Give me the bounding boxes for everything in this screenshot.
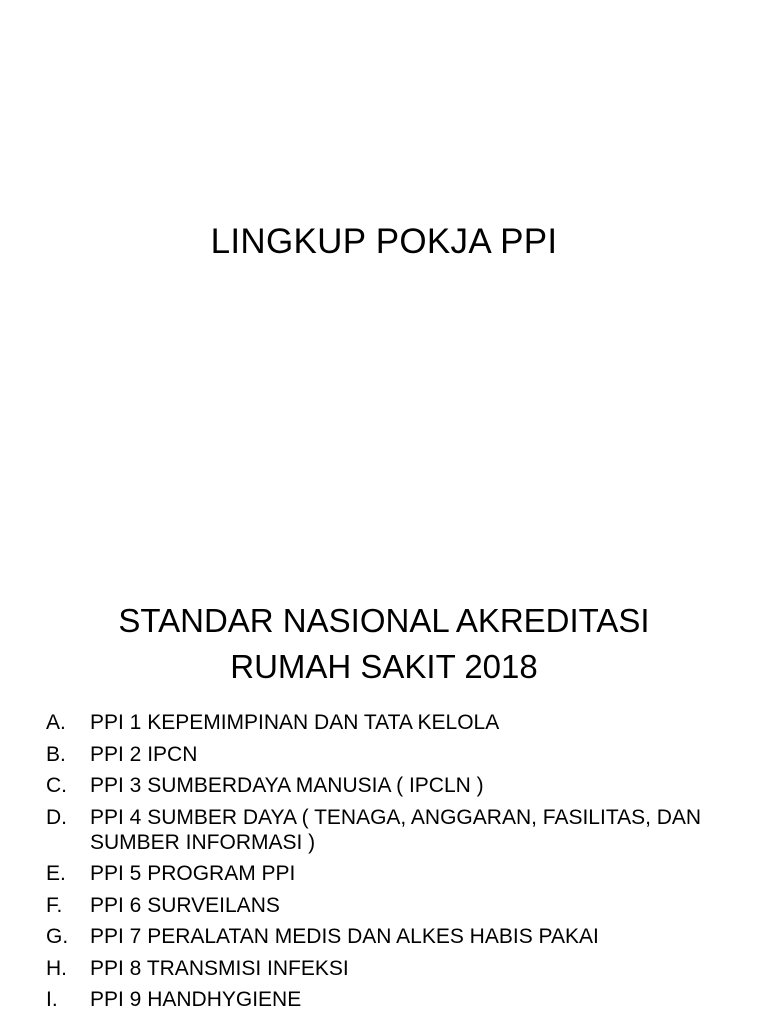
list-item	[46, 742, 746, 767]
list-item-text: PPI 8 TRANSMISI INFEKSI	[90, 956, 349, 980]
list-item-text: PPI 1 KEPEMIMPINAN DAN TATA KELOLA	[90, 711, 500, 734]
list-item-marker: C.	[46, 774, 67, 797]
list-item-marker: G.	[46, 925, 69, 948]
list-item	[46, 805, 746, 855]
list-item-marker: D.	[46, 805, 67, 829]
section-heading-line-1: STANDAR NASIONAL AKREDITASI	[118, 602, 650, 639]
list-item-marker: F.	[46, 893, 63, 917]
list-item	[46, 710, 746, 735]
list-item-text: PPI 5 PROGRAM PPI	[90, 862, 296, 885]
list-item	[46, 893, 746, 918]
list-item-text: PPI 3 SUMBERDAYA MANUSIA ( IPCLN )	[90, 774, 484, 797]
list-item-marker: B.	[46, 742, 66, 766]
list-item-marker: A.	[46, 711, 66, 734]
list-item-marker: H.	[46, 956, 67, 980]
list-item-text: PPI 2 IPCN	[90, 742, 198, 766]
list-item	[46, 956, 746, 981]
list-item-marker: I.	[46, 988, 58, 1011]
section-heading-line-2: RUMAH SAKIT 2018	[230, 648, 538, 685]
list-item-text: PPI 7 PERALATAN MEDIS DAN ALKES HABIS PAKAI	[90, 925, 599, 948]
list-item	[46, 987, 746, 1012]
standard-list	[46, 710, 746, 1019]
list-item-text: PPI 4 SUMBER DAYA ( TENAGA, ANGGARAN, FASILITAS, DAN SUMBER INFORMASI )	[90, 805, 702, 854]
section-heading	[0, 598, 768, 690]
list-item-text: PPI 9 HANDHYGIENE	[90, 988, 302, 1011]
list-item	[46, 773, 746, 798]
list-item	[46, 924, 746, 949]
list-item	[46, 861, 746, 886]
list-item-text: PPI 6 SURVEILANS	[90, 893, 280, 917]
list-item-marker: E.	[46, 862, 66, 885]
slide-title: LINGKUP POKJA PPI	[210, 222, 558, 261]
